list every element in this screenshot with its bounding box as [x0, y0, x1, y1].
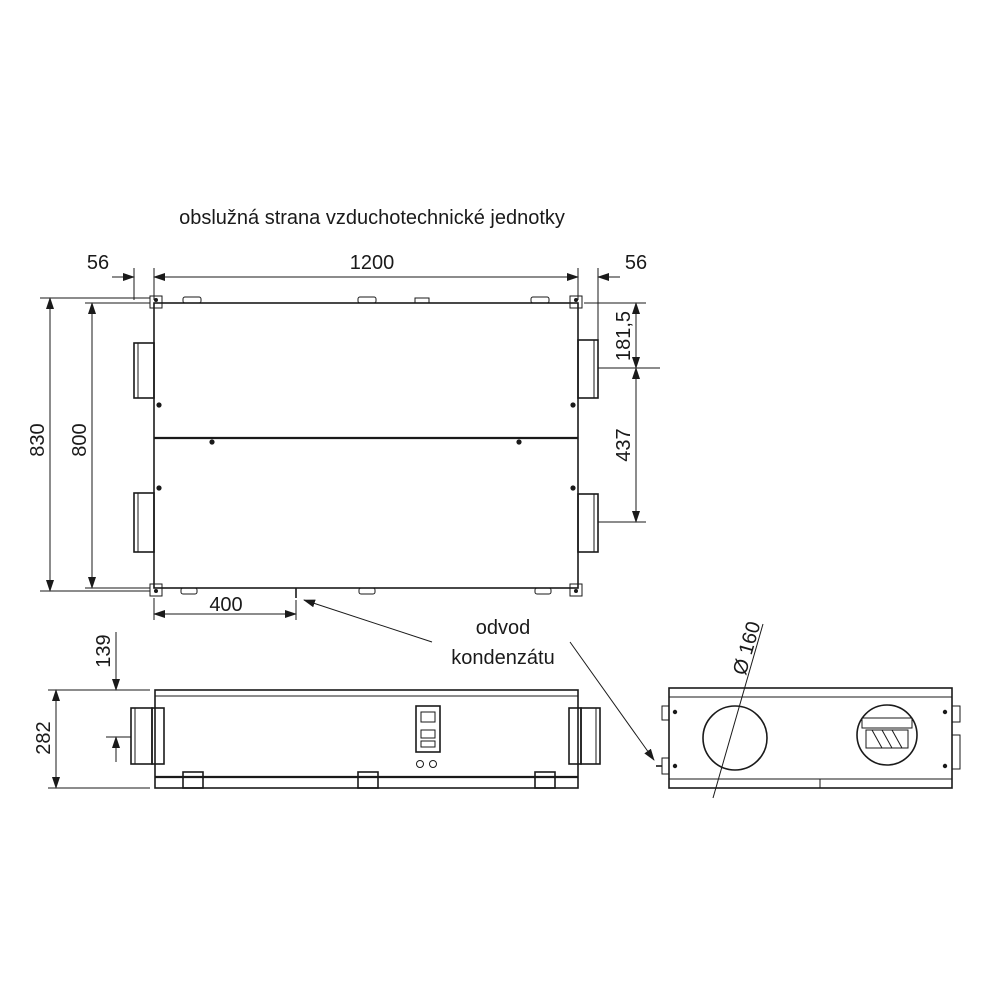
side-view	[656, 619, 960, 798]
front-latch	[535, 772, 555, 788]
side-hardware	[662, 706, 669, 720]
duct-spigot-right-bottom	[578, 494, 598, 552]
latch	[359, 588, 375, 594]
service-side-caption: obslužná strana vzduchotechnické jednotky	[179, 207, 565, 229]
cable-gland	[417, 761, 424, 768]
control-panel	[416, 706, 440, 752]
top-view-dimensions	[27, 252, 660, 620]
dim-width: 1200	[349, 252, 395, 274]
hinge	[358, 297, 376, 303]
side-view-body	[669, 688, 952, 788]
side-hardware	[662, 758, 669, 774]
dim-top-port-offset: 181,5	[613, 310, 635, 362]
dim-port-height: 139	[93, 634, 115, 668]
hinge	[531, 297, 549, 303]
top-view-body	[154, 303, 578, 588]
cable-gland	[430, 761, 437, 768]
duct-spigot-right-top	[578, 340, 598, 398]
dim-drain-offset: 400	[209, 594, 243, 616]
dim-right-flange: 56	[624, 252, 648, 274]
top-view	[134, 296, 598, 598]
front-view-body	[155, 690, 578, 788]
front-spigot-left	[131, 708, 152, 764]
dim-duct-diameter: Ø 160	[729, 619, 766, 678]
side-bracket-right	[569, 708, 581, 764]
hinge	[183, 297, 201, 303]
front-latch	[183, 772, 203, 788]
dim-overall-height: 830	[27, 423, 49, 457]
side-hardware	[952, 706, 960, 722]
side-bracket-left	[152, 708, 164, 764]
duct-opening	[703, 706, 767, 770]
latch	[181, 588, 197, 594]
front-spigot-right	[581, 708, 600, 764]
dim-unit-depth: 282	[33, 721, 55, 755]
callout-line-2: kondenzátu	[451, 647, 555, 669]
duct-spigot-left-bottom	[134, 493, 154, 552]
dim-port-spacing: 437	[613, 428, 635, 462]
dim-body-height: 800	[69, 423, 91, 457]
condensate-callout	[304, 600, 654, 760]
dim-left-flange: 56	[86, 252, 110, 274]
latch	[535, 588, 551, 594]
duct-spigot-left-top	[134, 343, 154, 398]
callout-line-1: odvod	[475, 617, 531, 639]
front-latch	[358, 772, 378, 788]
side-hardware	[952, 735, 960, 769]
